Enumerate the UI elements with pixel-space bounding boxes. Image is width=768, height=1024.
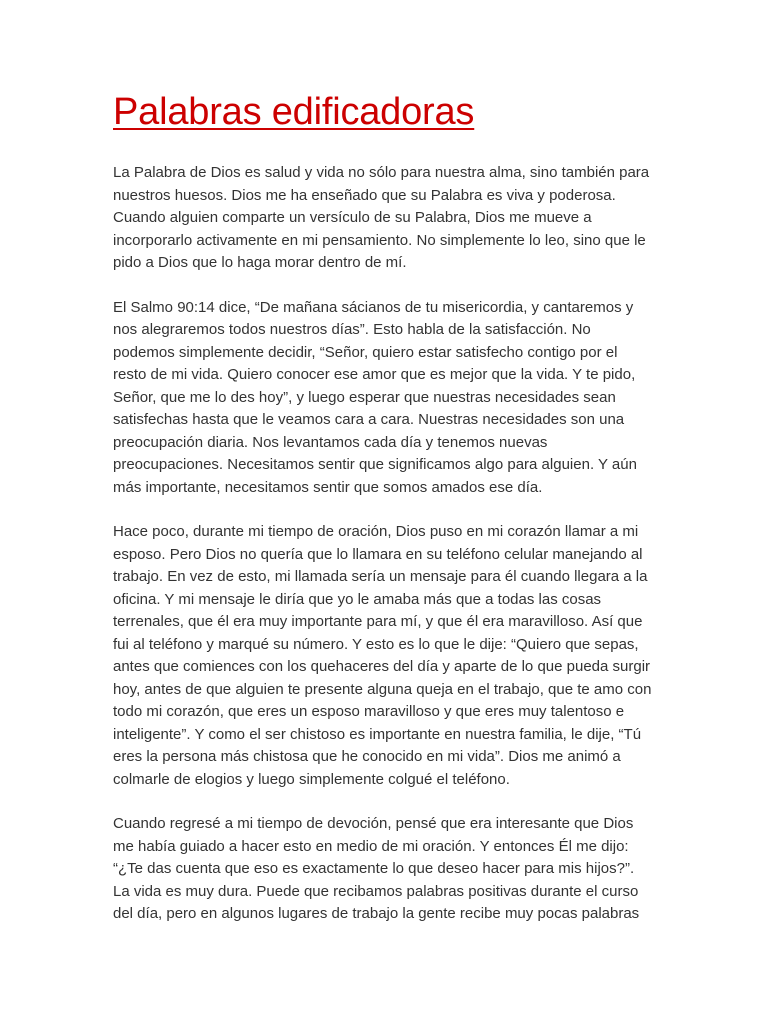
- paragraph-line: La Palabra de Dios es salud y vida no sólo para nuestra alma, sino también para: [113, 164, 650, 181]
- paragraph-line: nos alegraremos todos nuestros días”. Esto habla de la satisfacción. No: [113, 321, 591, 338]
- paragraph-line: incorporarlo activamente en mi pensamiento. No simplemente lo leo, sino que le: [113, 231, 646, 249]
- paragraph-line: más importante, necesitamos sentir que somos amados ese día.: [113, 478, 543, 496]
- paragraph-line: podemos simplemente decidir, “Señor, quiero estar satisfecho contigo por el: [113, 343, 618, 361]
- paragraph-line: pido a Dios que lo haga morar dentro de mí.: [113, 254, 407, 271]
- document-page: [113, 88, 658, 948]
- paragraph-line: Cuando regresé a mi tiempo de devoción, pensé que era interesante que Dios: [113, 815, 634, 832]
- paragraph-line: eres la persona más chistosa que he conocido en mi vida”. Dios me animó a: [113, 748, 621, 765]
- paragraph-line: fui al teléfono y marqué su número. Y esto es lo que le dije: “Quiero que sepas,: [113, 635, 639, 653]
- paragraph-line: trabajo. En vez de esto, mi llamada sería un mensaje para él cuando llegara a la: [113, 568, 648, 585]
- paragraph-line: La vida es muy dura. Puede que recibamos palabras positivas durante el curso: [113, 882, 639, 900]
- paragraph-line: nuestros huesos. Dios me ha enseñado que su Palabra es viva y poderosa.: [113, 186, 616, 204]
- paragraph-3: [113, 521, 658, 791]
- paragraph-line: inteligente”. Y como el ser chistoso es importante en nuestra familia, le dije, “Tú: [113, 725, 642, 743]
- paragraph-line: Señor, que me lo des hoy”, y luego esperar que nuestras necesidades sean: [113, 388, 616, 406]
- paragraph-line: El Salmo 90:14 dice, “De mañana sácianos de tu misericordia, y cantaremos y: [113, 298, 634, 316]
- paragraph-line: antes que comiences con los quehaceres del día y aparte de lo que pueda surgir: [113, 658, 651, 675]
- paragraph-line: colmarle de elogios y luego simplemente colgué el teléfono.: [113, 770, 510, 788]
- paragraph-2: [113, 297, 658, 500]
- paragraph-line: resto de mi vida. Quiero conocer ese amor que es mejor que la vida. Y te pido,: [113, 366, 636, 383]
- paragraph-4: [113, 813, 658, 926]
- paragraph-line: todo mi corazón, que eres un esposo maravilloso y que eres muy talentoso e: [113, 703, 625, 720]
- paragraph-line: hoy, antes de que alguien te presente alguna queja en el trabajo, que te amo con: [113, 680, 652, 698]
- paragraph-line: Hace poco, durante mi tiempo de oración, Dios puso en mi corazón llamar a mi: [113, 523, 639, 540]
- paragraph-line: preocupaciones. Necesitamos sentir que significamos algo para alguien. Y aún: [113, 456, 637, 473]
- document-body: [113, 162, 658, 926]
- paragraph-line: esposo. Pero Dios no quería que lo llamara en su teléfono celular manejando al: [113, 545, 643, 563]
- paragraph-1: [113, 162, 658, 275]
- paragraph-line: oficina. Y mi mensaje le diría que yo le amaba más que a todas las cosas: [113, 590, 602, 608]
- paragraph-line: preocupación diaria. Nos levantamos cada día y tenemos nuevas: [113, 433, 548, 451]
- paragraph-line: del día, pero en algunos lugares de trabajo la gente recibe muy pocas palabras: [113, 905, 640, 922]
- paragraph-line: “¿Te das cuenta que eso es exactamente lo que deseo hacer para mis hijos?”.: [113, 860, 635, 877]
- page-title: Palabras edificadoras: [113, 91, 475, 133]
- paragraph-line: me había guiado a hacer esto en medio de mi oración. Y entonces Él me dijo:: [113, 837, 629, 855]
- paragraph-line: Cuando alguien comparte un versículo de su Palabra, Dios me mueve a: [113, 209, 592, 226]
- paragraph-line: satisfechas hasta que le veamos cara a cara. Nuestras necesidades son una: [113, 411, 625, 428]
- paragraph-line: terrenales, que él era muy importante para mí, y que él era maravilloso. Así que: [113, 613, 643, 630]
